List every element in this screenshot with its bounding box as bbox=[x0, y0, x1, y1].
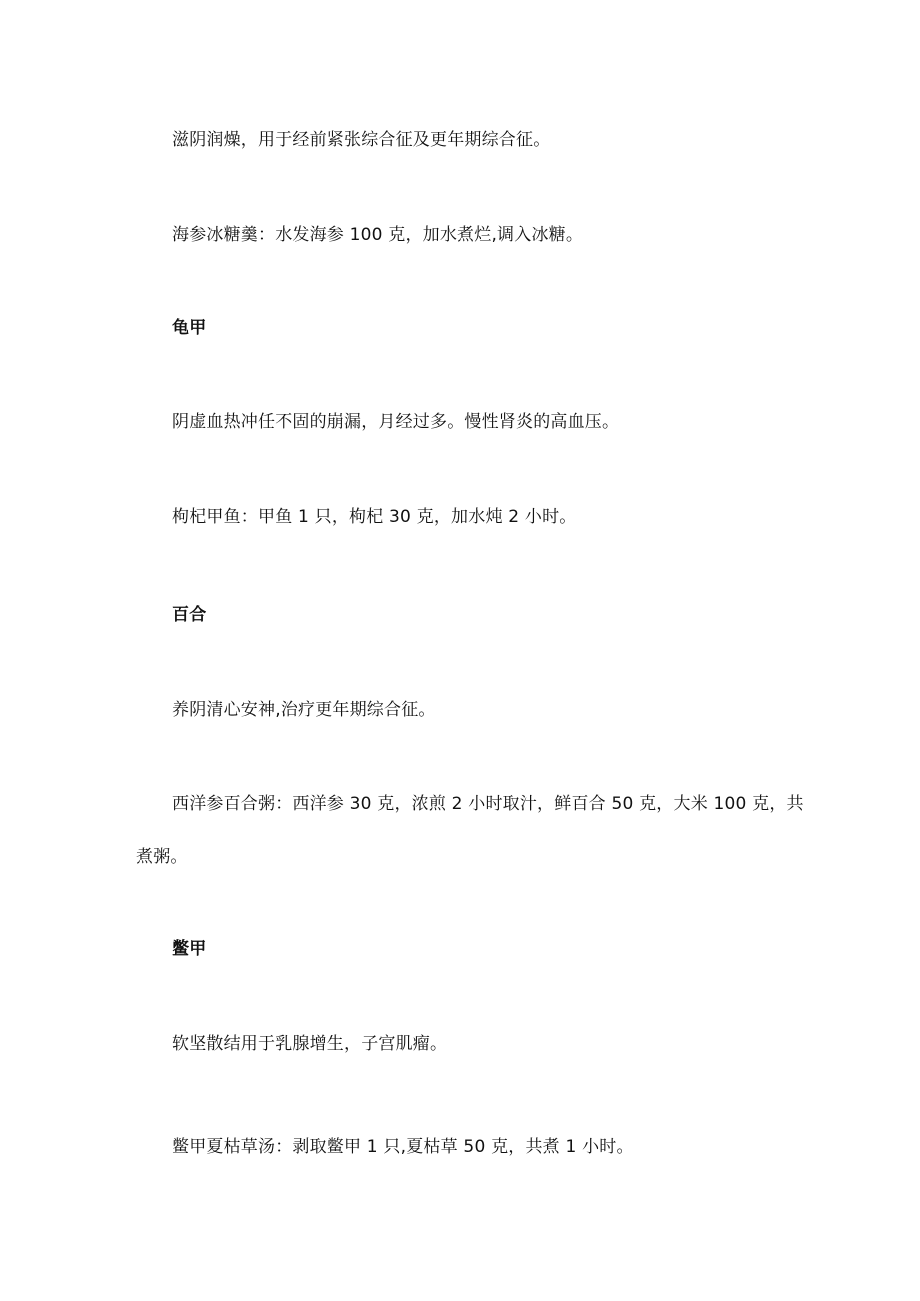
heading-gui-jia: 龟甲 bbox=[172, 318, 207, 338]
paragraph-bie-jia-xia-ku-cao-tang: 鳖甲夏枯草汤：剥取鳖甲 1 只,夏枯草 50 克，共煮 1 小时。 bbox=[172, 1137, 634, 1157]
paragraph-xi-yang-shen-bai-he-zhou-continued: 煮粥。 bbox=[136, 847, 188, 867]
heading-bie-jia: 鳖甲 bbox=[172, 939, 207, 959]
heading-bai-he: 百合 bbox=[172, 605, 207, 625]
paragraph-gui-jia-indication: 阴虚血热冲任不固的崩漏，月经过多。慢性肾炎的高血压。 bbox=[172, 412, 620, 432]
paragraph-xi-yang-shen-bai-he-zhou: 西洋参百合粥：西洋参 30 克，浓煎 2 小时取汁，鲜百合 50 克，大米 100 克，共 bbox=[172, 794, 804, 814]
paragraph-bie-jia-indication: 软坚散结用于乳腺增生，子宫肌瘤。 bbox=[172, 1034, 448, 1054]
paragraph-gou-qi-jia-yu: 枸杞甲鱼：甲鱼 1 只，枸杞 30 克，加水炖 2 小时。 bbox=[172, 507, 577, 527]
paragraph-hai-shen-bing-tang-geng: 海参冰糖羹：水发海参 100 克，加水煮烂,调入冰糖。 bbox=[172, 225, 584, 245]
paragraph-bai-he-indication: 养阴清心安神,治疗更年期综合征。 bbox=[172, 700, 436, 720]
paragraph-zi-yin-run-zao: 滋阴润燥，用于经前紧张综合征及更年期综合征。 bbox=[172, 130, 551, 150]
